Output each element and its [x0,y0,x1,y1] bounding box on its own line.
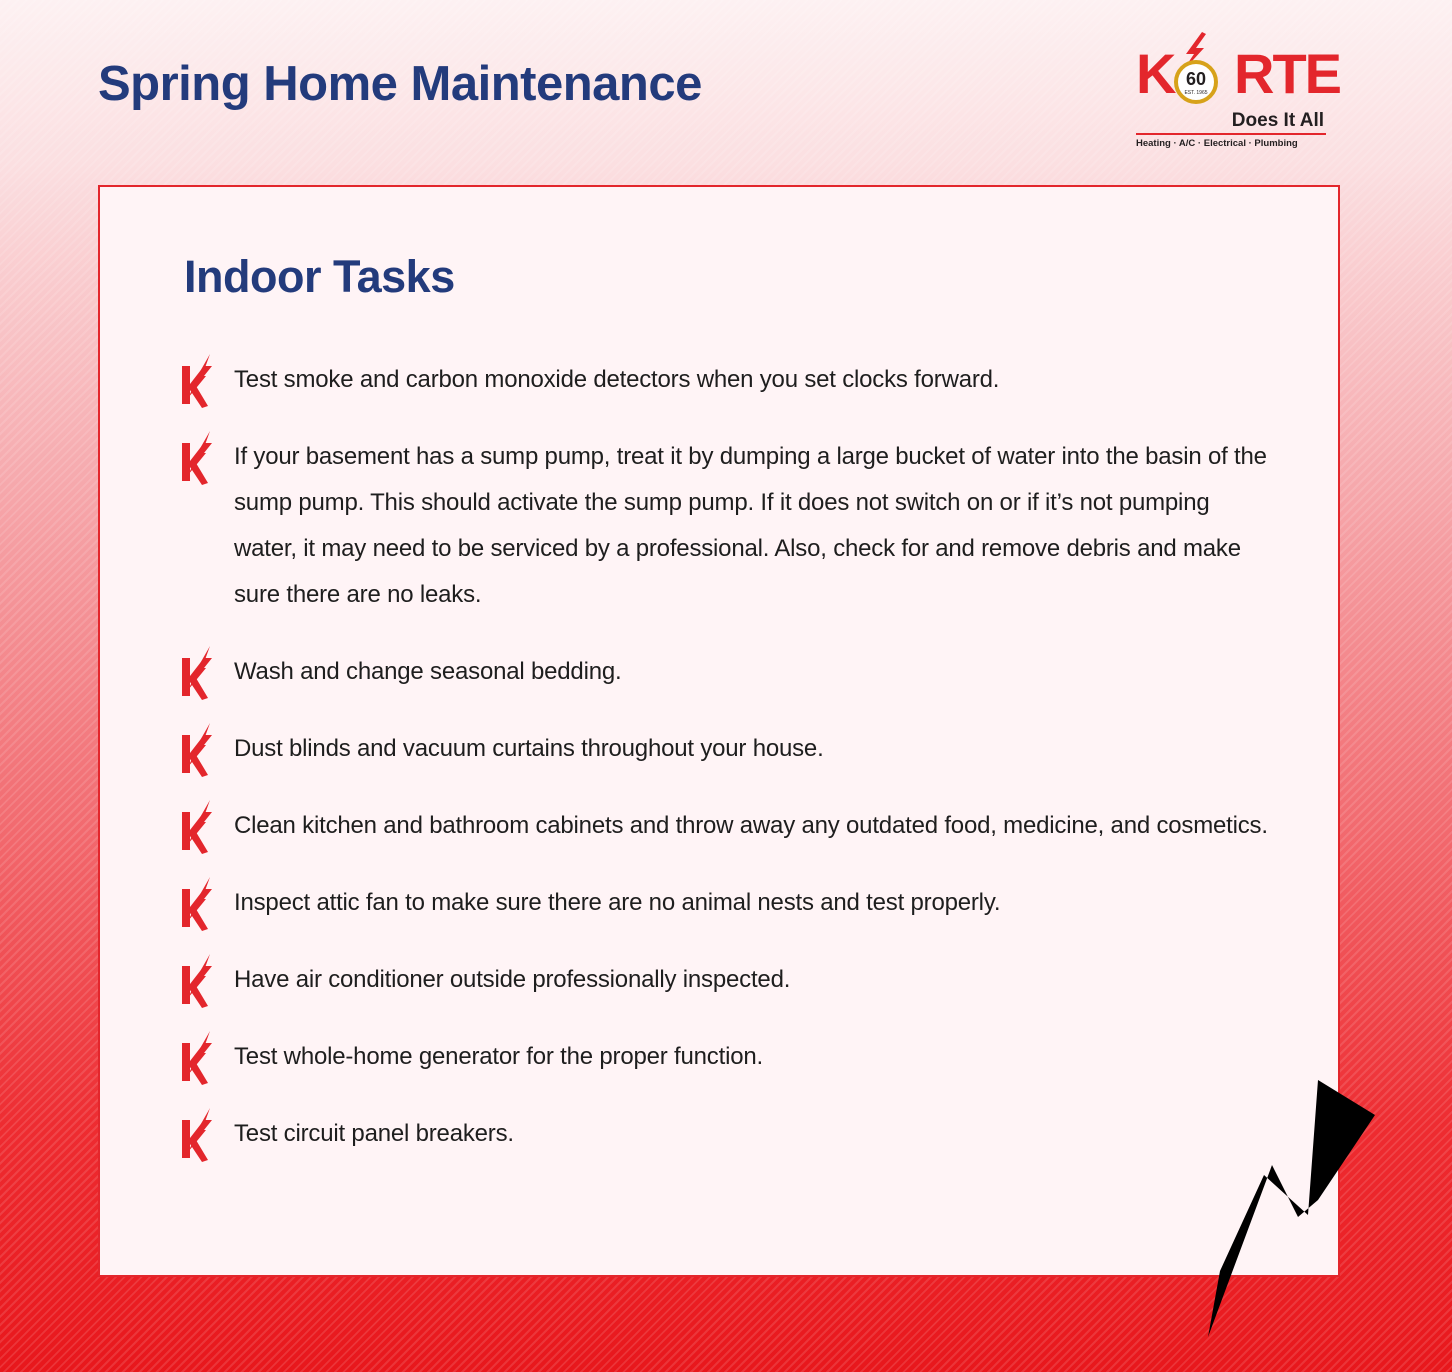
task-text: If your basement has a sump pump, treat it by dumping a large bucket of water into the basin of the sump pump. This should activate the sump pump. If it does not switch on or if it’s not pumping water, it may need to be serviced by a professional. Also, check for and remove debris and make sure there are no leaks. [234,443,1267,608]
korte-k-bolt-icon [180,1108,212,1162]
korte-k-bolt-icon [180,800,212,854]
page-title: Spring Home Maintenance [98,57,702,111]
badge-established: EST. 1965 [1184,90,1208,96]
task-item [178,803,1268,849]
korte-k-bolt-icon [180,646,212,700]
task-text: Wash and change seasonal bedding. [234,658,622,685]
logo-letters-rte: RTE [1234,42,1340,105]
task-item [178,357,1268,403]
task-item [178,957,1268,1003]
task-item [178,1111,1268,1157]
task-item [178,1034,1268,1080]
task-text: Inspect attic fan to make sure there are no animal nests and test properly. [234,889,1001,916]
task-item [178,649,1268,695]
korte-k-bolt-icon [180,877,212,931]
korte-k-bolt-icon [180,354,212,408]
anniversary-badge [1174,60,1218,104]
task-item [178,434,1268,618]
lightning-bolt-icon [1200,1075,1380,1340]
korte-logo[interactable] [1132,32,1340,156]
logo-divider [1136,133,1326,135]
logo-tagline: Does It All [1231,110,1324,131]
logo-services: Heating · A/C · Electrical · Plumbing [1136,138,1298,149]
task-text: Clean kitchen and bathroom cabinets and throw away any outdated food, medicine, and cosmetics. [234,812,1268,839]
indoor-tasks-card [98,185,1340,1277]
task-text: Have air conditioner outside professionally inspected. [234,966,791,993]
task-text: Test whole-home generator for the proper function. [234,1043,763,1070]
task-item [178,880,1268,926]
badge-number: 60 [1185,69,1207,89]
korte-k-bolt-icon [180,1031,212,1085]
task-text: Test circuit panel breakers. [234,1120,514,1147]
section-title: Indoor Tasks [184,251,455,302]
korte-k-bolt-icon [180,723,212,777]
task-list [178,357,1268,1188]
task-text: Test smoke and carbon monoxide detectors when you set clocks forward. [234,366,1000,393]
logo-letter-k: K [1136,42,1175,105]
task-text: Dust blinds and vacuum curtains throughout your house. [234,735,824,762]
task-item [178,726,1268,772]
korte-k-bolt-icon [180,431,212,485]
korte-k-bolt-icon [180,954,212,1008]
